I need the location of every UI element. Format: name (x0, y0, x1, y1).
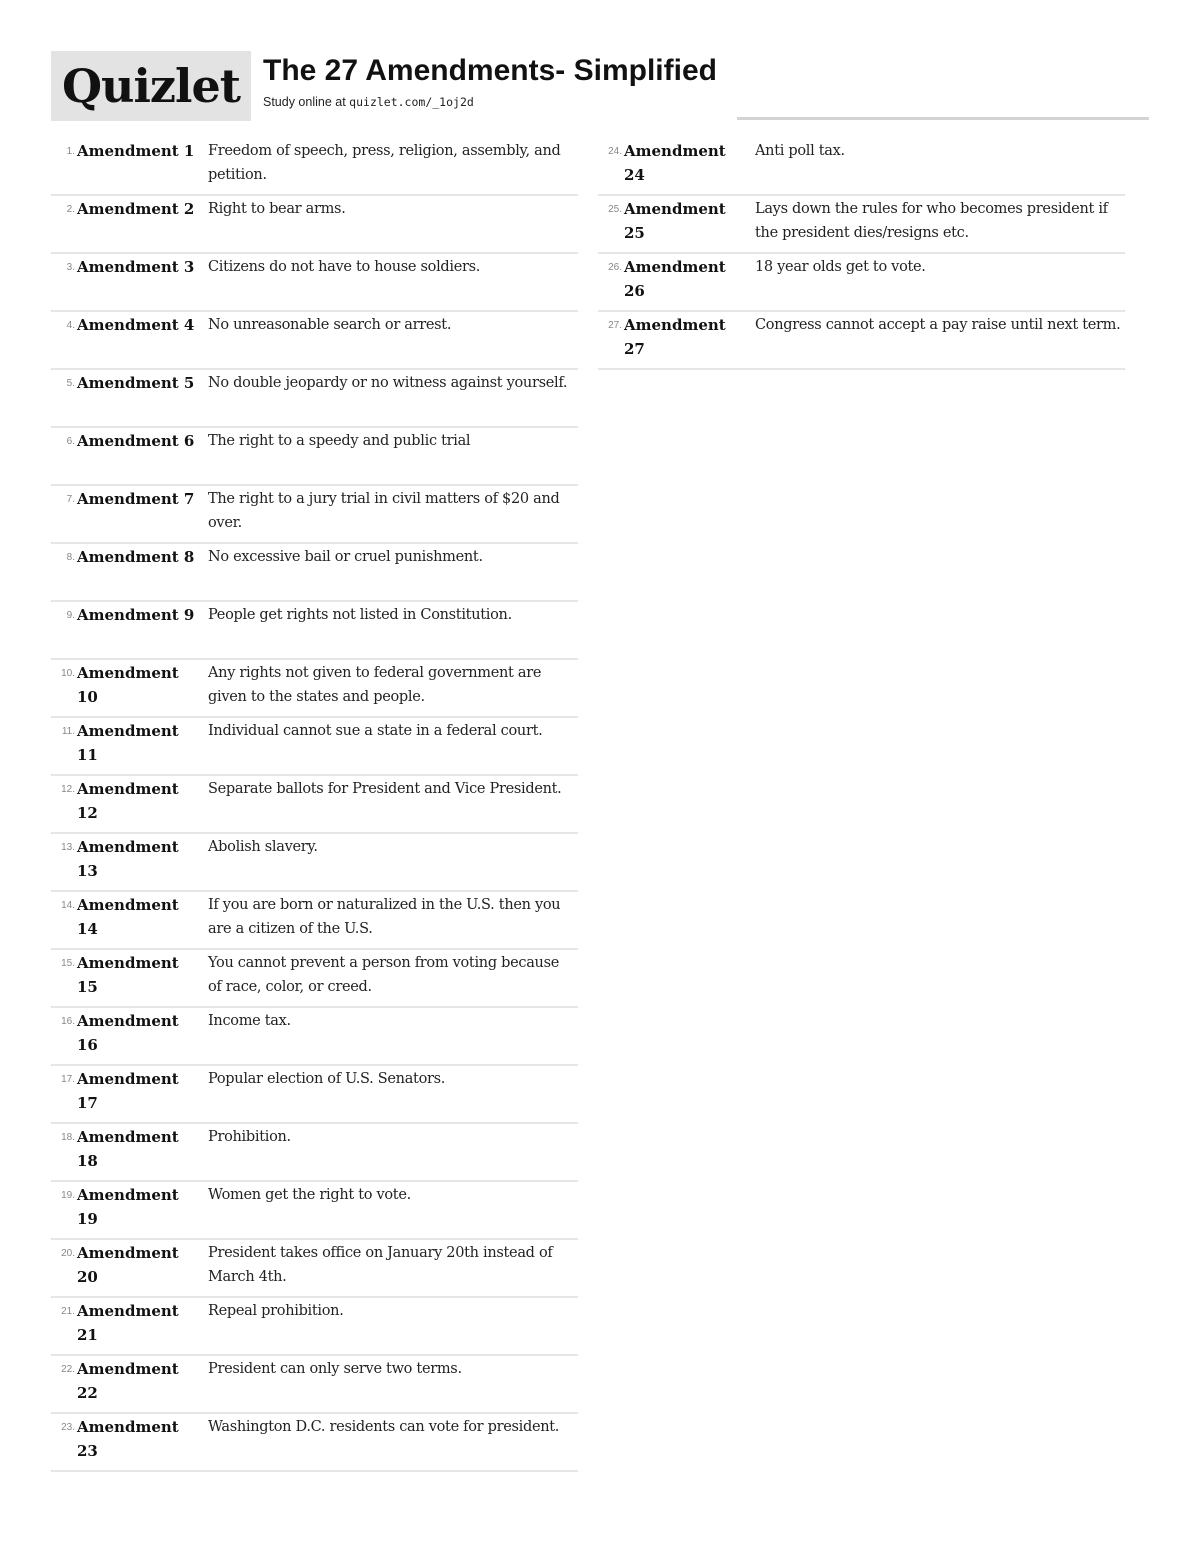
term-number: 21. (61, 1306, 75, 1317)
term-row (598, 312, 1125, 370)
term-number: 6. (66, 436, 75, 447)
term-definition: Lays down the rules for who becomes president if the president dies/resigns etc. (755, 201, 1108, 241)
term-number: 5. (66, 378, 75, 389)
study-url-link[interactable]: quizlet.com/_1oj2d (349, 95, 474, 109)
term-label: Amendment 2 (77, 200, 195, 218)
term-row (51, 196, 578, 254)
term-definition: Anti poll tax. (755, 143, 845, 159)
term-label: Amendment 17 (77, 1070, 179, 1112)
term-definition: Right to bear arms. (208, 201, 346, 217)
term-label: Amendment 5 (77, 374, 195, 392)
term-label: Amendment 3 (77, 258, 195, 276)
term-number: 19. (61, 1190, 75, 1201)
term-label: Amendment 25 (624, 200, 726, 242)
term-row (51, 950, 578, 1008)
term-label: Amendment 22 (77, 1360, 179, 1402)
term-number: 22. (61, 1364, 75, 1375)
term-label: Amendment 1 (77, 142, 195, 160)
term-row (51, 892, 578, 950)
term-definition: Congress cannot accept a pay raise until next term. (755, 317, 1121, 333)
term-definition: Any rights not given to federal government are given to the states and people. (208, 665, 542, 705)
term-label: Amendment 11 (77, 722, 179, 764)
term-label: Amendment 24 (624, 142, 726, 184)
term-number: 1. (66, 146, 75, 157)
term-number: 4. (66, 320, 75, 331)
term-number: 20. (61, 1248, 75, 1259)
term-row (598, 196, 1125, 254)
term-label: Amendment 18 (77, 1128, 179, 1170)
term-label: Amendment 27 (624, 316, 726, 358)
term-definition: Freedom of speech, press, religion, assembly, and petition. (208, 143, 561, 183)
term-label: Amendment 9 (77, 606, 195, 624)
term-number: 24. (608, 146, 622, 157)
term-row (51, 1240, 578, 1298)
term-row (598, 138, 1125, 196)
logo-text: Quizlet (61, 59, 241, 113)
term-label: Amendment 12 (77, 780, 179, 822)
term-definition: People get rights not listed in Constitution. (208, 607, 512, 623)
term-number: 12. (61, 784, 75, 795)
term-number: 26. (608, 262, 622, 273)
term-number: 3. (66, 262, 75, 273)
term-definition: If you are born or naturalized in the U.S. then you are a citizen of the U.S. (208, 897, 561, 937)
term-row (51, 1066, 578, 1124)
term-definition: Washington D.C. residents can vote for president. (208, 1419, 560, 1435)
term-label: Amendment 4 (77, 316, 195, 334)
term-definition: Women get the right to vote. (208, 1187, 411, 1203)
term-row (51, 834, 578, 892)
term-row (51, 602, 578, 660)
term-definition: President can only serve two terms. (208, 1361, 462, 1377)
terms-column-right (598, 138, 1125, 370)
term-label: Amendment 7 (77, 490, 195, 508)
term-label: Amendment 10 (77, 664, 179, 706)
term-definition: Popular election of U.S. Senators. (208, 1071, 446, 1087)
term-definition: Individual cannot sue a state in a federal court. (208, 723, 543, 739)
term-definition: The right to a speedy and public trial (208, 433, 471, 449)
term-row (51, 1414, 578, 1472)
term-label: Amendment 26 (624, 258, 726, 300)
term-row (51, 138, 578, 196)
term-label: Amendment 19 (77, 1186, 179, 1228)
term-label: Amendment 23 (77, 1418, 179, 1460)
term-number: 13. (61, 842, 75, 853)
term-label: Amendment 16 (77, 1012, 179, 1054)
term-number: 11. (61, 726, 75, 737)
term-definition: Separate ballots for President and Vice President. (208, 781, 562, 797)
term-number: 15. (61, 958, 75, 969)
terms-column-left (51, 138, 578, 1472)
term-number: 10. (61, 668, 75, 679)
term-number: 27. (608, 320, 622, 331)
term-definition: No unreasonable search or arrest. (208, 317, 452, 333)
term-definition: No excessive bail or cruel punishment. (208, 549, 483, 565)
header-divider (737, 117, 1149, 120)
term-number: 23. (61, 1422, 75, 1433)
term-row (51, 428, 578, 486)
term-number: 25. (608, 204, 622, 215)
term-row (51, 370, 578, 428)
term-number: 2. (66, 204, 75, 215)
term-label: Amendment 13 (77, 838, 179, 880)
term-row (51, 486, 578, 544)
term-definition: Prohibition. (208, 1129, 291, 1145)
term-row (51, 1124, 578, 1182)
term-label: Amendment 14 (77, 896, 179, 938)
term-definition: President takes office on January 20th instead of March 4th. (208, 1245, 553, 1285)
term-label: Amendment 6 (77, 432, 195, 450)
term-definition: No double jeopardy or no witness against yourself. (208, 375, 568, 391)
term-definition: You cannot prevent a person from voting because of race, color, or creed. (208, 955, 559, 995)
term-row (598, 254, 1125, 312)
term-number: 8. (66, 552, 75, 563)
term-number: 16. (61, 1016, 75, 1027)
term-number: 14. (61, 900, 75, 911)
term-number: 18. (61, 1132, 75, 1143)
term-label: Amendment 8 (77, 548, 195, 566)
page-header (51, 51, 1149, 121)
term-definition: Income tax. (208, 1013, 291, 1029)
term-label: Amendment 20 (77, 1244, 179, 1286)
term-row (51, 312, 578, 370)
term-row (51, 1008, 578, 1066)
term-definition: The right to a jury trial in civil matters of $20 and over. (208, 491, 560, 531)
term-definition: Repeal prohibition. (208, 1303, 344, 1319)
term-row (51, 718, 578, 776)
term-row (51, 254, 578, 312)
study-prefix: Study online at (263, 95, 350, 109)
term-row (51, 1298, 578, 1356)
page-title: The 27 Amendments- Simplified (263, 54, 717, 87)
term-row (51, 544, 578, 602)
term-row (51, 660, 578, 718)
term-definition: Abolish slavery. (208, 839, 318, 855)
term-number: 9. (66, 610, 75, 621)
quizlet-logo[interactable] (51, 51, 251, 121)
term-definition: Citizens do not have to house soldiers. (208, 259, 481, 275)
study-online-line (263, 95, 474, 109)
term-label: Amendment 21 (77, 1302, 179, 1344)
term-definition: 18 year olds get to vote. (755, 259, 926, 275)
term-row (51, 1356, 578, 1414)
term-row (51, 776, 578, 834)
term-label: Amendment 15 (77, 954, 179, 996)
term-number: 7. (66, 494, 75, 505)
term-row (51, 1182, 578, 1240)
term-number: 17. (61, 1074, 75, 1085)
